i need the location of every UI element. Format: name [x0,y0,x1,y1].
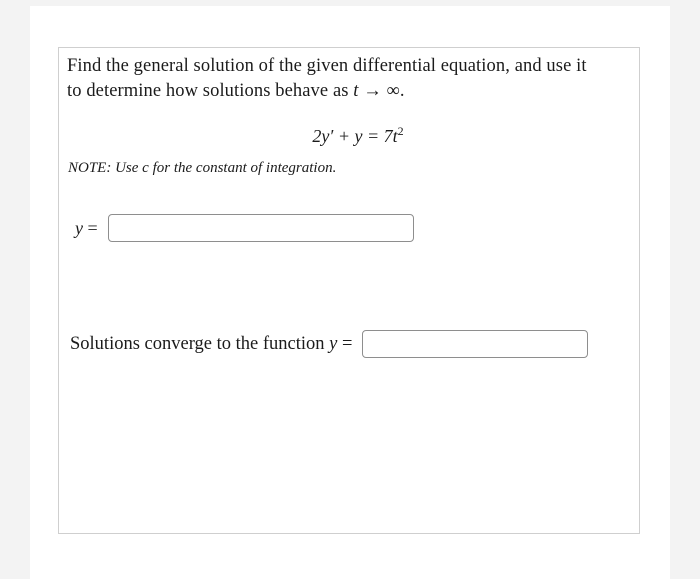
question-prompt [67,54,633,104]
equation-exponent: 2 [397,124,404,138]
limit-equals: = [337,333,353,354]
limit-function-input[interactable] [362,330,588,358]
limit-function-row [70,329,588,359]
question-panel [58,47,640,534]
limit-function-label [70,334,352,355]
general-solution-equals: = [83,217,98,238]
general-solution-var: y [75,217,83,238]
limit-text: Solutions converge to the function [70,333,330,354]
prompt-limit-arrow: → ∞. [358,81,405,101]
prompt-variable-t: t [353,81,359,101]
integration-note [68,160,336,177]
general-solution-row [75,213,414,243]
note-suffix: for the constant of integration. [148,160,337,176]
general-solution-label [75,218,98,239]
general-solution-input[interactable] [108,214,414,242]
differential-equation [59,126,639,147]
prompt-line-1: Find the general solution of the given differential equation, and use it [67,56,587,76]
limit-var: y [329,333,338,354]
prompt-line-2: to determine how solutions behave as [67,81,354,101]
equation-lhs: 2y′ + y = 7t [312,126,398,146]
note-variable-c: c [142,160,149,176]
note-prefix: NOTE: Use [68,160,143,176]
